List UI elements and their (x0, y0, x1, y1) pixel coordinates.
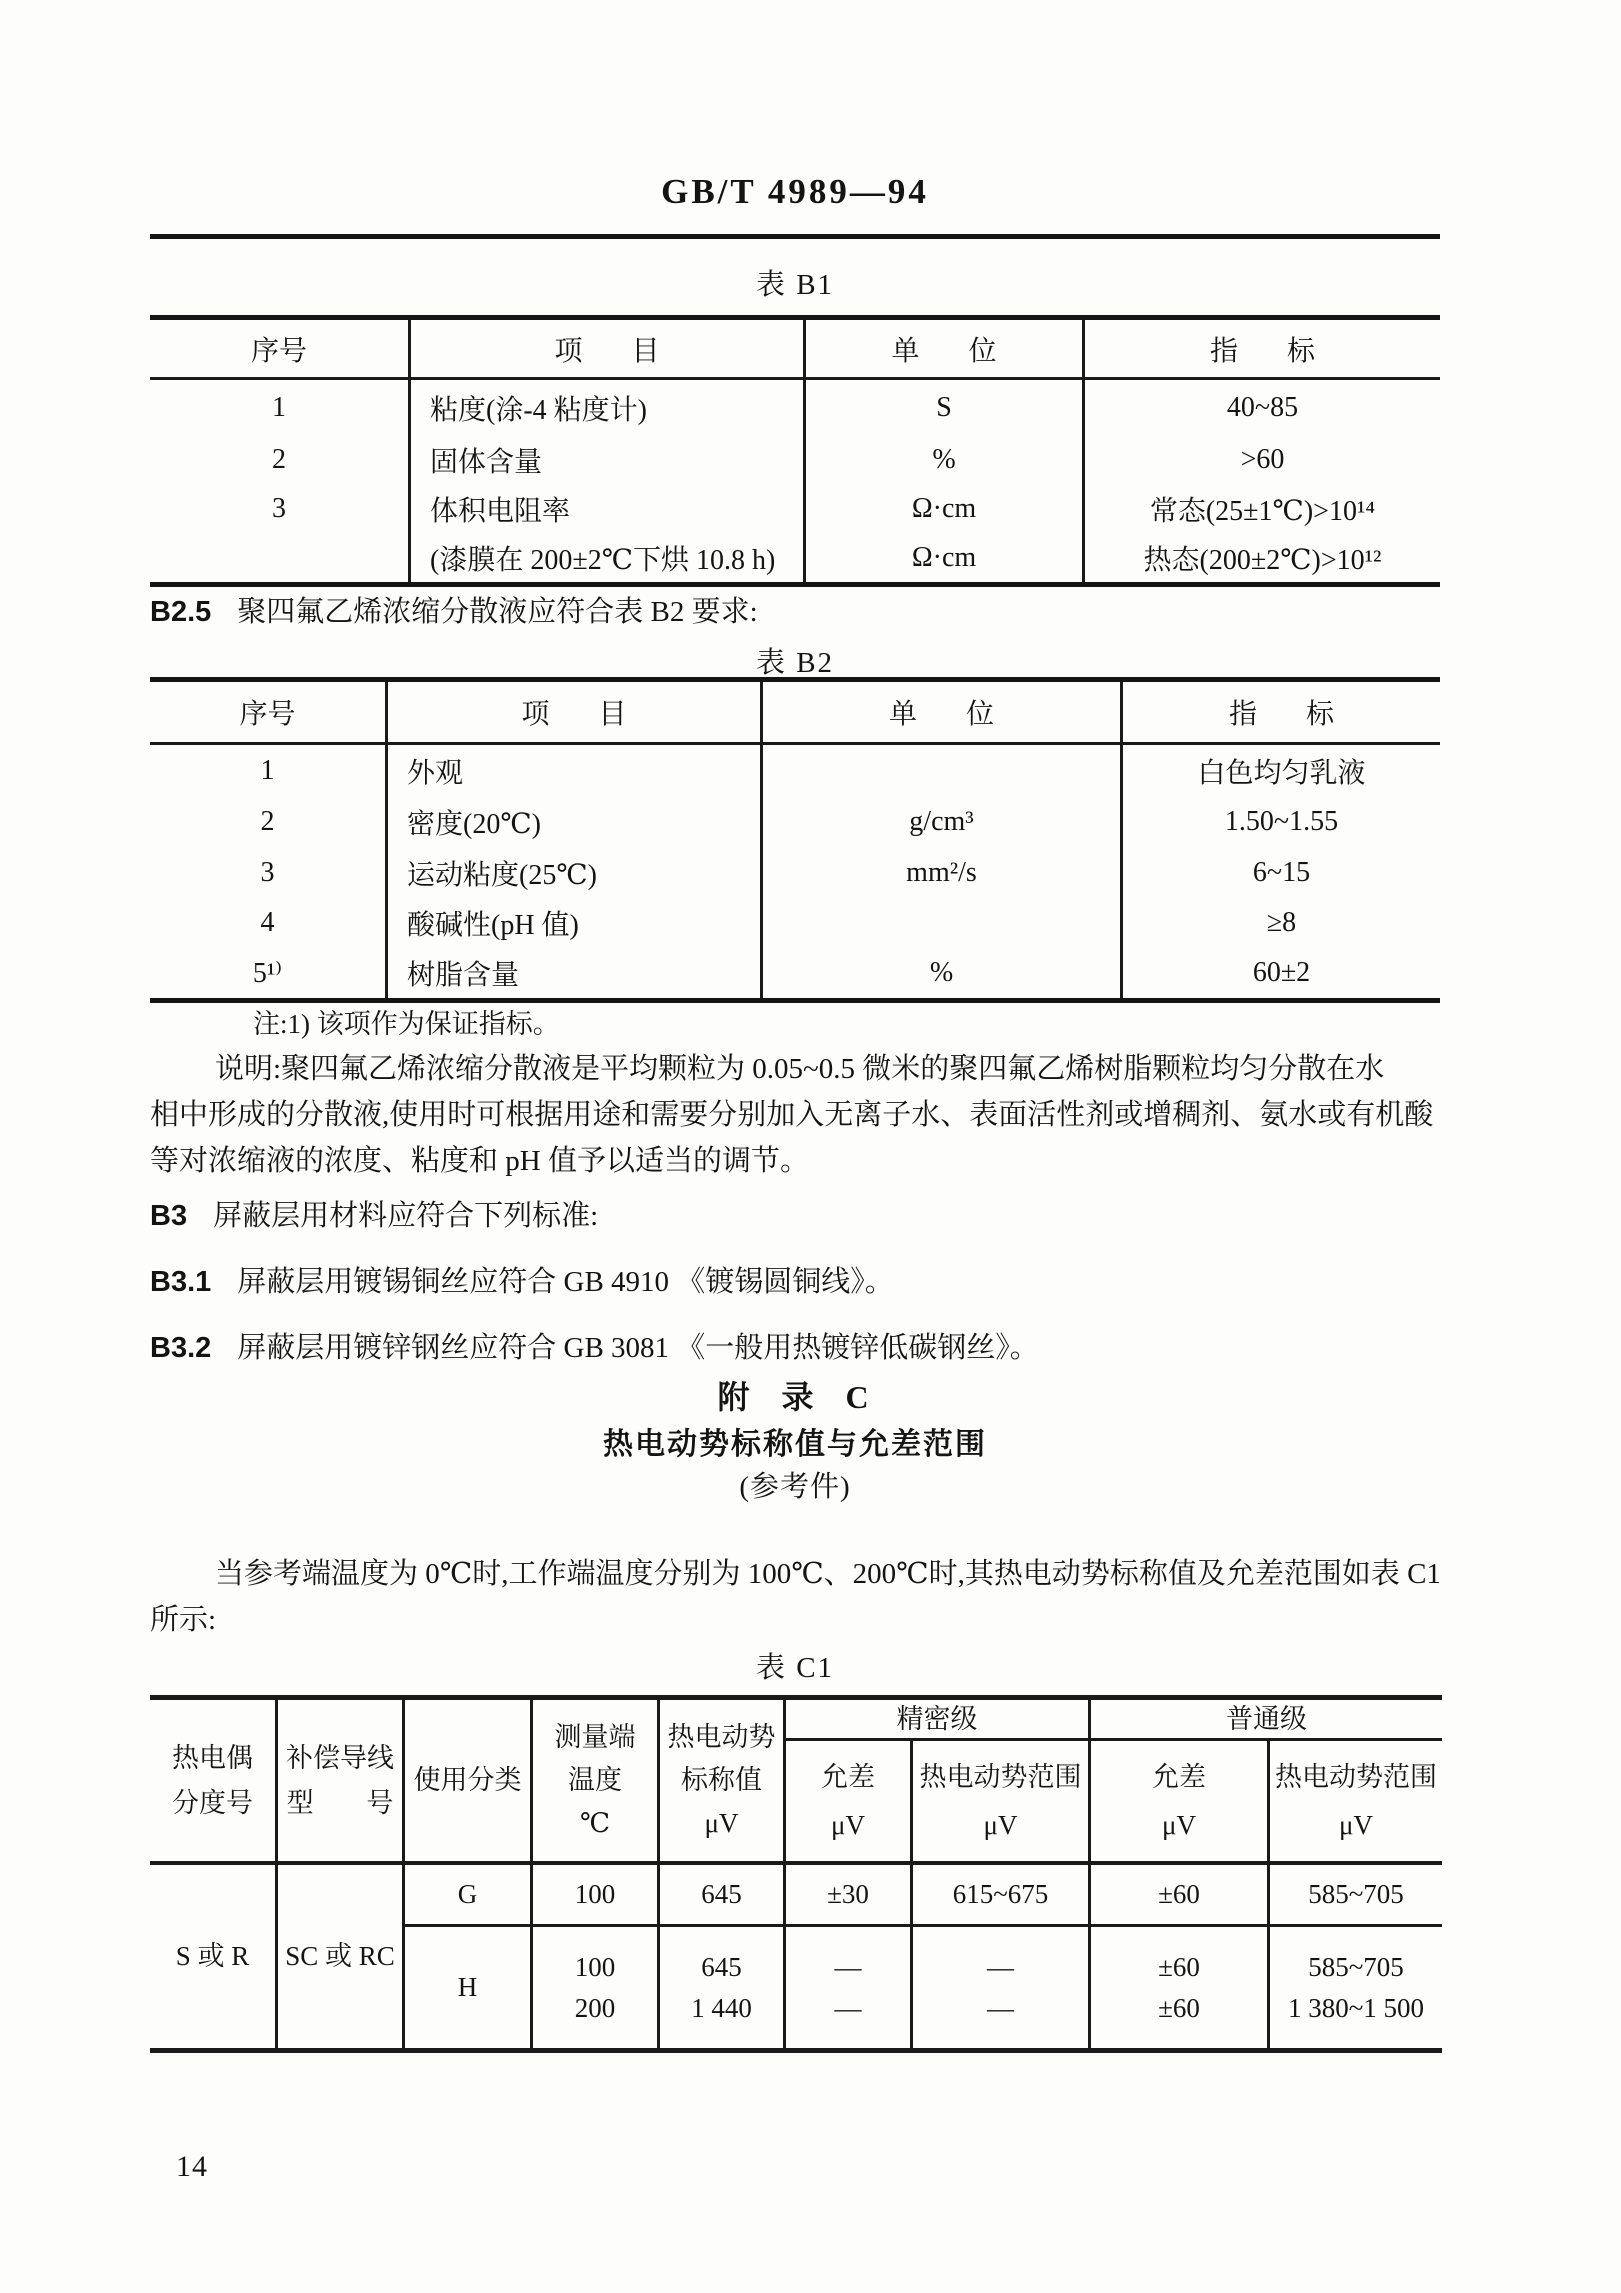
table-cell: 树脂含量 (385, 948, 760, 998)
c1-cell-class-h: H (457, 1972, 478, 2002)
column-header: 项 目 (385, 682, 760, 745)
c1-group-ordinary: 普通级 (1226, 1704, 1307, 1734)
table-cell: 粘度(涂-4 粘度计) (408, 380, 803, 435)
c1-header-measuring-end-temp: 测量端 温度 ℃ (554, 1722, 636, 1838)
table-cell: 40~85 (1082, 380, 1440, 435)
table-cell: Ω·cm (803, 485, 1082, 533)
column-header: 序号 (150, 682, 385, 745)
section-b3-2 (150, 1330, 1039, 1366)
table-footnote: 注:1) 该项作为保证指标。 (253, 1009, 560, 1039)
c1-cell-h-ordinary-range: 585~705 1 380~1 500 (1287, 1951, 1425, 2023)
table-cell: (漆膜在 200±2℃下烘 10.8 h) (408, 533, 803, 582)
appendix-c-ref-note: (参考件) (739, 1471, 851, 1503)
c1-header-precision-range: 热电动势范围 μV (919, 1762, 1082, 1840)
page-number: 14 (176, 2150, 208, 2183)
section-text: 聚四氟乙烯浓缩分散液应符合表 B2 要求: (237, 596, 758, 628)
c1-cell-h-precision-tolerance: — — (834, 1951, 862, 2023)
section-b2-5 (150, 594, 758, 630)
table-cell: 6~15 (1120, 847, 1440, 898)
table-cell: g/cm³ (760, 796, 1120, 847)
c1-cell-g-precision-tolerance: ±30 (827, 1879, 869, 1909)
title-rule (150, 234, 1440, 239)
table-cell: 固体含量 (408, 435, 803, 485)
table-cell: S (803, 380, 1082, 435)
table-cell: 1 (260, 754, 275, 786)
c1-header-emf-nominal: 热电动势 标称值 μV (667, 1722, 776, 1838)
table-cell: 热态(200±2℃)>10¹² (1082, 533, 1440, 582)
c1-cell-h-temp: 100 200 (574, 1951, 616, 2023)
c1-cell-h-ordinary-tolerance: ±60 ±60 (1158, 1951, 1200, 2023)
table-cell: 3 (272, 493, 286, 524)
table-cell: 1 (272, 391, 286, 423)
table-cell: 3 (260, 856, 275, 888)
column-header: 项 目 (408, 320, 803, 380)
c1-cell-h-precision-range: — — (987, 1951, 1014, 2023)
table-cell: 5¹⁾ (252, 958, 283, 989)
section-text: 屏蔽层用镀锌钢丝应符合 GB 3081 《一般用热镀锌低碳钢丝》。 (237, 1332, 1039, 1364)
section-text: 屏蔽层用镀锡铜丝应符合 GB 4910 《镀锡圆铜线》。 (237, 1266, 894, 1298)
c1-header-compensating-wire-model: 补偿导线 型 号 (286, 1742, 394, 1818)
table-cell: 2 (260, 805, 275, 837)
column-header: 指 标 (1120, 682, 1440, 745)
c1-cell-class-g: G (457, 1879, 478, 1909)
section-number: B3.1 (150, 1266, 212, 1298)
table-bottom-border (150, 2048, 1442, 2053)
table-b1 (150, 315, 1440, 587)
table-cell (150, 533, 408, 582)
section-number: B3 (150, 1200, 188, 1232)
c1-group-precision: 精密级 (896, 1704, 978, 1734)
table-cell: mm²/s (760, 847, 1120, 898)
appendix-c-title: 附 录 C (717, 1379, 873, 1415)
c1-cell-h-emf: 645 1 440 (691, 1951, 752, 2023)
c1-cell-g-ordinary-range: 585~705 (1308, 1879, 1404, 1909)
c1-cell-g-ordinary-tolerance: ±60 (1158, 1879, 1200, 1909)
table-cell: 白色均匀乳液 (1120, 745, 1440, 796)
table-cell: 60±2 (1120, 948, 1440, 998)
table-cell: 体积电阻率 (408, 485, 803, 533)
c1-cell-wire-span: SC 或 RC (285, 1941, 395, 1971)
table-cell: 外观 (385, 745, 760, 796)
table-cell: % (760, 948, 1120, 998)
table-cell: 2 (272, 444, 286, 475)
paragraph-line: 当参考端温度为 0℃时,工作端温度分别为 100℃、200℃时,其热电动势标称值及允差范围如表 C1 (215, 1558, 1441, 1590)
c1-header-ordinary-tolerance: 允差 μV (1152, 1762, 1206, 1840)
description-line: 说明:聚四氟乙烯浓缩分散液是平均颗粒为 0.05~0.5 微米的聚四氟乙烯树脂颗粒均匀分散在水 (215, 1053, 1385, 1085)
c1-header-usage-class: 使用分类 (413, 1765, 522, 1795)
section-number: B3.2 (150, 1332, 212, 1364)
table-c1-caption: 表 C1 (755, 1652, 835, 1684)
section-b3 (150, 1198, 598, 1234)
table-cell: 4 (260, 907, 275, 938)
table-cell: Ω·cm (803, 533, 1082, 582)
description-line: 等对浓缩液的浓度、粘度和 pH 值予以适当的调节。 (150, 1145, 809, 1177)
c1-cell-g-emf: 645 (701, 1879, 742, 1909)
column-header: 单 位 (803, 320, 1082, 380)
c1-cell-g-temp: 100 (574, 1879, 616, 1909)
table-cell (760, 898, 1120, 948)
column-header: 序号 (150, 320, 408, 380)
c1-header-precision-tolerance: 允差 μV (821, 1762, 875, 1840)
section-text: 屏蔽层用材料应符合下列标准: (213, 1200, 599, 1232)
table-cell: % (803, 435, 1082, 485)
doc-number-title: GB/T 4989—94 (661, 172, 929, 211)
table-b1-caption: 表 B1 (755, 269, 835, 301)
table-c1 (150, 1695, 1442, 2053)
c1-cell-g-precision-range: 615~675 (952, 1879, 1049, 1909)
column-header: 指 标 (1082, 320, 1440, 380)
table-cell: 酸碱性(pH 值) (385, 898, 760, 948)
table-cell: ≥8 (1120, 898, 1440, 948)
table-cell: 运动粘度(25℃) (385, 847, 760, 898)
description-line: 相中形成的分散液,使用时可根据用途和需要分别加入无离子水、表面活性剂或增稠剂、氨水或有机酸 (150, 1099, 1434, 1131)
table-cell: 密度(20℃) (385, 796, 760, 847)
section-number: B2.5 (150, 596, 212, 628)
table-cell: 常态(25±1℃)>10¹⁴ (1082, 485, 1440, 533)
table-cell: 1.50~1.55 (1120, 796, 1440, 847)
table-b2 (150, 677, 1440, 1003)
c1-cell-index-span: S 或 R (175, 1941, 250, 1971)
table-b2-caption: 表 B2 (755, 647, 835, 679)
column-header: 单 位 (760, 682, 1120, 745)
section-b3-1 (150, 1264, 894, 1300)
appendix-c-subtitle: 热电动势标称值与允差范围 (603, 1428, 987, 1461)
table-cell: >60 (1082, 435, 1440, 485)
c1-header-ordinary-range: 热电动势范围 μV (1275, 1762, 1437, 1840)
table-cell (760, 745, 1120, 796)
c1-header-thermocouple-index: 热电偶 分度号 (172, 1742, 253, 1818)
paragraph-line: 所示: (150, 1604, 217, 1636)
